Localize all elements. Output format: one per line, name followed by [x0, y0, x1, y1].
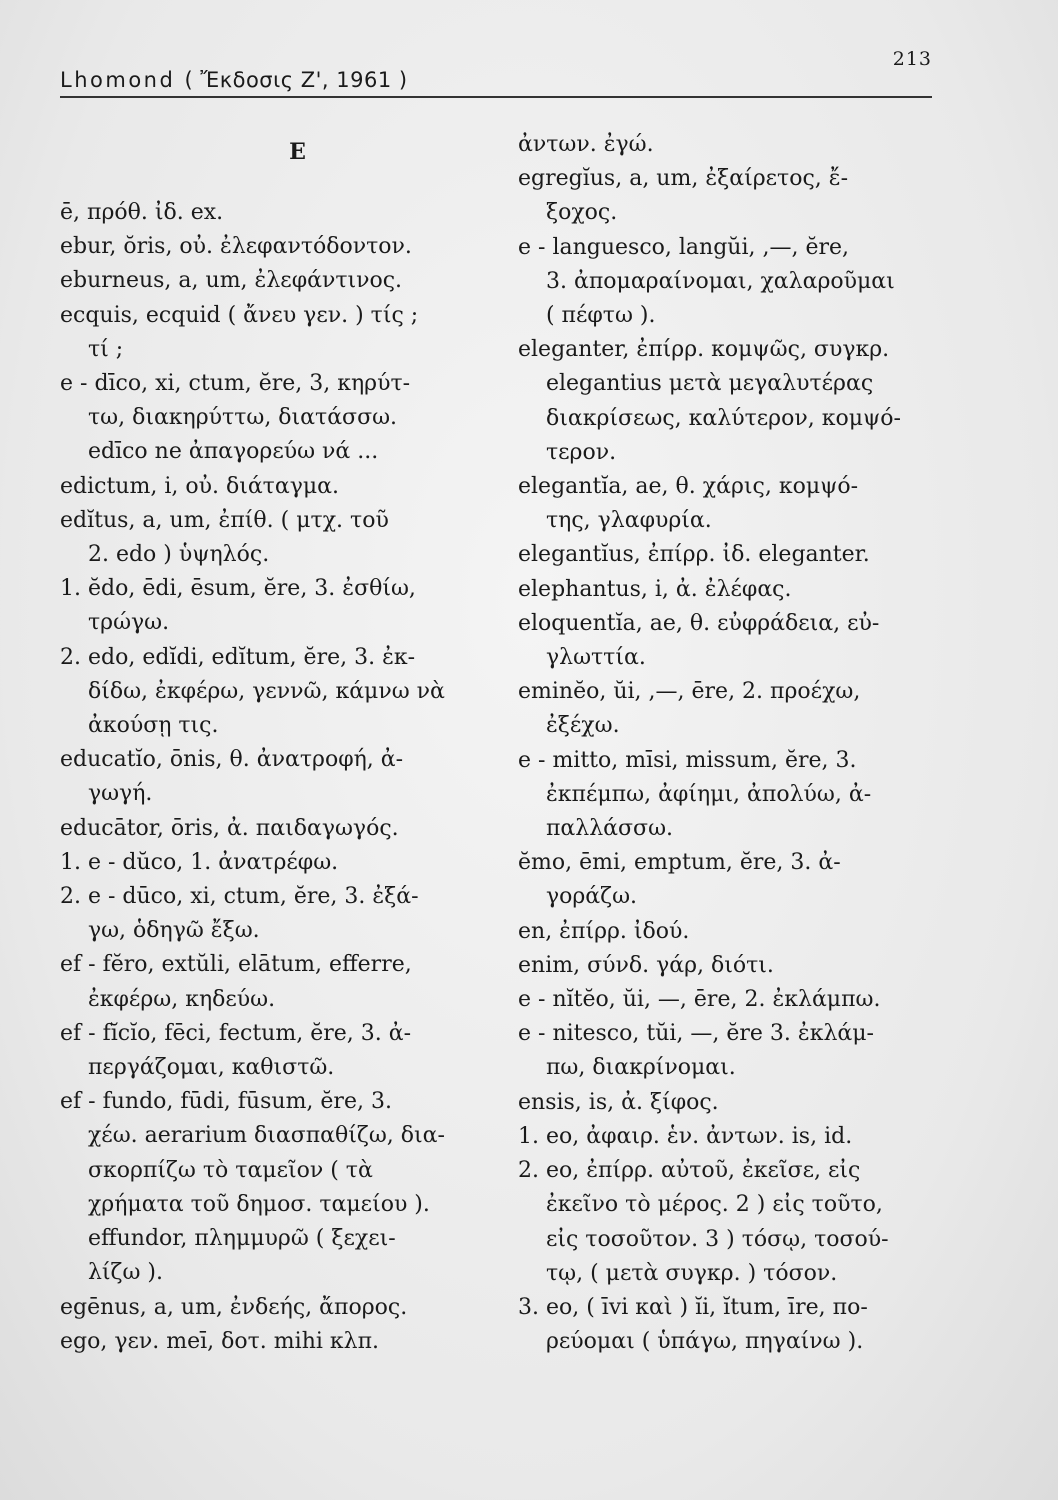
page-number: 213 — [892, 48, 932, 70]
entry-line: 2. e - dūco, xi, ctum, ĕre, 3. ἐξά- — [60, 884, 419, 910]
entry-line: γω, ὁδηγῶ ἔξω. — [60, 918, 260, 944]
entry-line: e - nĭtĕo, ŭi, —, ēre, 2. ἐκλάμπω. — [518, 987, 881, 1013]
entry-line: τρώγω. — [60, 610, 170, 636]
entry-line: educatĭo, ōnis, θ. ἀνατροφή, ἀ- — [60, 747, 404, 773]
entry-line: elephantus, i, ἀ. ἐλέφας. — [518, 576, 792, 602]
entry-line: 3. ἀπομαραίνομαι, χαλαροῦμαι — [518, 268, 895, 294]
entry-line: τί ; — [60, 336, 124, 362]
entry-line: της, γλαφυρία. — [518, 508, 712, 534]
entry-line: σκορπίζω τὸ ταμεῖον ( τὰ — [60, 1157, 373, 1183]
entry-line: διακρίσεως, καλύτερον, κομψό- — [518, 405, 901, 431]
entry-line: ego, γεν. meī, δοτ. mihi κλπ. — [60, 1328, 380, 1354]
entry-line: elegantius μετὰ μεγαλυτέρας — [518, 371, 874, 397]
entry-line: effundor, πλημμυρῶ ( ξεχει- — [60, 1226, 396, 1252]
entry-line: 1. e - dŭco, 1. ἀνατρέφω. — [60, 849, 339, 875]
entry-line: enim, σύνδ. γάρ, διότι. — [518, 952, 774, 978]
entry-line: ĕmo, ēmi, emptum, ĕre, 3. ἀ- — [518, 850, 841, 876]
entry-line: 2. eo, ἐπίρρ. αὐτοῦ, ἐκεῖσε, εἰς — [518, 1158, 861, 1184]
entry-line: χρήματα τοῦ δημοσ. ταμείου ). — [60, 1191, 430, 1217]
entry-line: ensis, is, ἀ. ξίφος. — [518, 1089, 719, 1115]
header-edition: ( Ἔκδοσις Ζ', 1961 ) — [184, 68, 408, 92]
entry-line: ef - fundo, fūdi, fūsum, ĕre, 3. — [60, 1089, 392, 1115]
entry-line: egregĭus, a, um, ἐξαίρετος, ἔ- — [518, 166, 849, 192]
entry-line: en, ἐπίρρ. ἰδού. — [518, 918, 690, 944]
entry-line: ( πέφτω ). — [518, 303, 656, 329]
entry-line: χέω. aerarium διασπαθίζω, δια- — [60, 1123, 445, 1149]
entry-line: ebur, ŏris, οὐ. ἐλεφαντόδοντον. — [60, 234, 412, 260]
entry-line: ἀκούσῃ τις. — [60, 713, 219, 739]
entry-line: γοράζω. — [518, 884, 638, 910]
entry-line: ef - fĭcĭo, fēci, fectum, ĕre, 3. ἀ- — [60, 1020, 412, 1046]
entry-line: edīco ne ἀπαγορεύω νά ... — [60, 439, 379, 465]
entry-line: elegantĭa, ae, θ. χάρις, κομψό- — [518, 474, 859, 500]
entry-line: ecquis, ecquid ( ἄνευ γεν. ) τίς ; — [60, 302, 419, 328]
entry-line: ef - fĕro, extŭli, elātum, efferre, — [60, 952, 412, 978]
running-header — [60, 48, 932, 98]
entry-line: λίζω ). — [60, 1260, 163, 1286]
entry-line: elegantĭus, ἐπίρρ. ἰδ. eleganter. — [518, 542, 870, 568]
entry-line: e - nitesco, tŭi, —, ĕre 3. ἐκλάμ- — [518, 1021, 874, 1047]
entry-line: ρεύομαι ( ὑπάγω, πηγαίνω ). — [518, 1329, 864, 1355]
entry-line: ἀντων. ἐγώ. — [518, 132, 654, 157]
left-column — [60, 128, 505, 1359]
section-letter: E — [289, 139, 306, 165]
entry-line: e - mitto, mīsi, missum, ĕre, 3. — [518, 747, 857, 773]
entry-line: egēnus, a, um, ἐνδεής, ἄπορος. — [60, 1294, 408, 1320]
entry-line: πω, διακρίνομαι. — [518, 1055, 736, 1081]
entry-line: 2. edo ) ὑψηλός. — [60, 542, 270, 568]
entry-line: ξοχος. — [518, 200, 618, 226]
entry-line: ἐκεῖνο τὸ μέρος. 2 ) εἰς τοῦτο, — [518, 1192, 883, 1218]
entry-line: 1. ĕdo, ēdi, ēsum, ĕre, 3. ἐσθίω, — [60, 576, 416, 602]
header-author: Lhomond — [60, 68, 176, 92]
entry-line: edĭtus, a, um, ἐπίθ. ( μτχ. τοῦ — [60, 507, 389, 533]
entry-line: eleganter, ἐπίρρ. κομψῶς, συγκρ. — [518, 337, 890, 363]
entry-line: ἐκφέρω, κηδεύω. — [60, 986, 276, 1012]
entry-line: εἰς τοσοῦτον. 3 ) τόσῳ, τοσού- — [518, 1226, 889, 1252]
entry-line: 3. eo, ( īvi καὶ ) ĭi, ĭtum, īre, πο- — [518, 1294, 868, 1320]
entry-line: 1. eo, ἀφαιρ. ἑν. ἀντων. is, id. — [518, 1123, 853, 1149]
entry-line: eminĕo, ŭi, ,—, ēre, 2. προέχω, — [518, 679, 861, 705]
entry-line: eburneus, a, um, ἐλεφάντινος. — [60, 268, 403, 294]
entry-line: 2. edo, edĭdi, edĭtum, ĕre, 3. ἐκ- — [60, 644, 416, 670]
entry-line: ἐκπέμπω, ἀφίημι, ἀπολύω, ἀ- — [518, 781, 872, 807]
entry-line: περγάζομαι, καθιστῶ. — [60, 1055, 335, 1081]
entry-line: τω, διακηρύττω, διατάσσω. — [60, 405, 398, 431]
entry-line: educātor, ōris, ἀ. παιδαγωγός. — [60, 815, 399, 841]
entry-line: δίδω, ἐκφέρω, γεννῶ, κάμνω νὰ — [60, 678, 445, 704]
entry-line: e - languesco, langŭi, ,—, ĕre, — [518, 234, 849, 260]
entry-line: τερον. — [518, 439, 617, 465]
entry-line: edictum, i, οὐ. διάταγμα. — [60, 473, 339, 499]
header-title — [60, 68, 408, 92]
entry-line: παλλάσσω. — [518, 816, 673, 842]
right-column — [518, 128, 958, 1359]
entry-line: τῳ, ( μετὰ συγκρ. ) τόσον. — [518, 1260, 838, 1286]
entry-line: eloquentĭa, ae, θ. εὐφράδεια, εὐ- — [518, 610, 880, 636]
entry-line: ἐξέχω. — [518, 713, 620, 739]
entry-line: γωγή. — [60, 781, 153, 807]
entry-line: ē, πρόθ. ἰδ. ex. — [60, 200, 224, 225]
entry-line: γλωττία. — [518, 645, 646, 671]
entry-line: e - dīco, xi, ctum, ĕre, 3, κηρύτ- — [60, 371, 411, 397]
